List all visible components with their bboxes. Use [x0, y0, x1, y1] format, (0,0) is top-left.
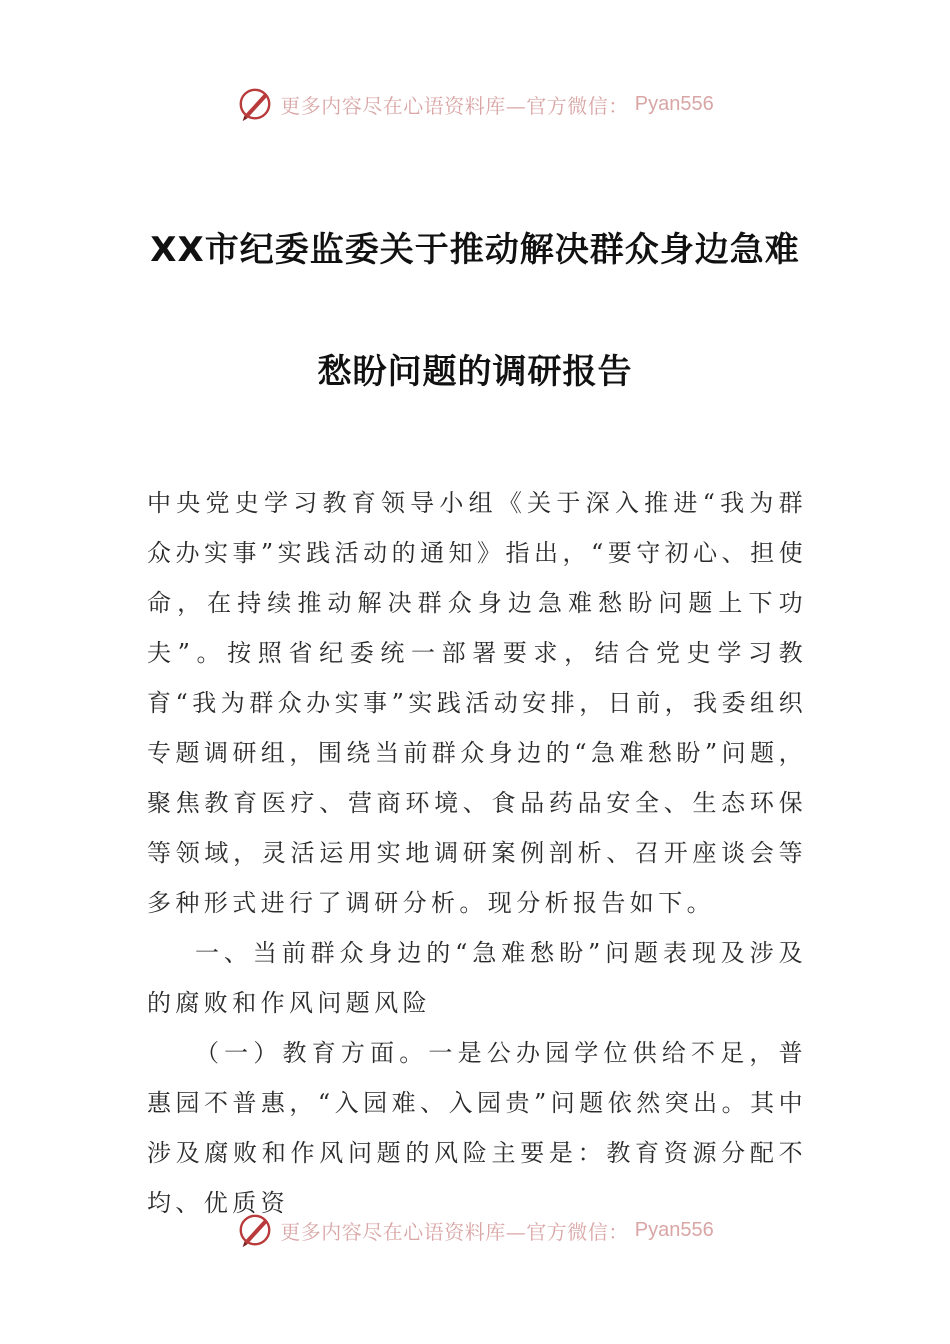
document-body [147, 478, 807, 1228]
document-title-line-2: 愁盼问题的调研报告 [317, 352, 633, 392]
watermark-wechat-id: Pyan556 [634, 1218, 714, 1241]
header-watermark [0, 82, 950, 126]
pen-logo-icon [236, 85, 274, 123]
document-title-line-1: XX市纪委监委关于推动解决群众身边急难 [150, 230, 800, 270]
watermark-text: 更多内容尽在心语资料库—官方微信： [280, 1219, 629, 1244]
section-heading-1: 一、当前群众身边的“急难愁盼”问题表现及涉及的腐败和作风问题风险 [147, 939, 807, 1017]
watermark-wechat-id: Pyan556 [634, 92, 714, 115]
footer-watermark [0, 1208, 950, 1252]
watermark-text: 更多内容尽在心语资料库—官方微信： [280, 93, 629, 118]
pen-logo-icon [236, 1211, 274, 1249]
intro-paragraph: 中央党史学习教育领导小组《关于深入推进“我为群众办实事”实践活动的通知》指出，“要守初心、担使命，在持续推动解决群众身边急难愁盼问题上下功夫”。按照省纪委统一部署要求，结合党史学习教育“我为群众办实事”实践活动安排，日前，我委组织专题调研组，围绕当前群众身边的“急难愁盼”问题，聚焦教育医疗、营商环境、食品药品安全、生态环保等领域，灵活运用实地调研案例剖析、召开座谈会等多种形式进行了调研分析。现分析报告如下。 [147, 489, 807, 917]
subsection-education-paragraph: （一）教育方面。一是公办园学位供给不足，普惠园不普惠，“入园难、入园贵”问题依然突出。其中涉及腐败和作风问题的风险主要是：教育资源分配不均、优质资 [147, 1039, 807, 1217]
